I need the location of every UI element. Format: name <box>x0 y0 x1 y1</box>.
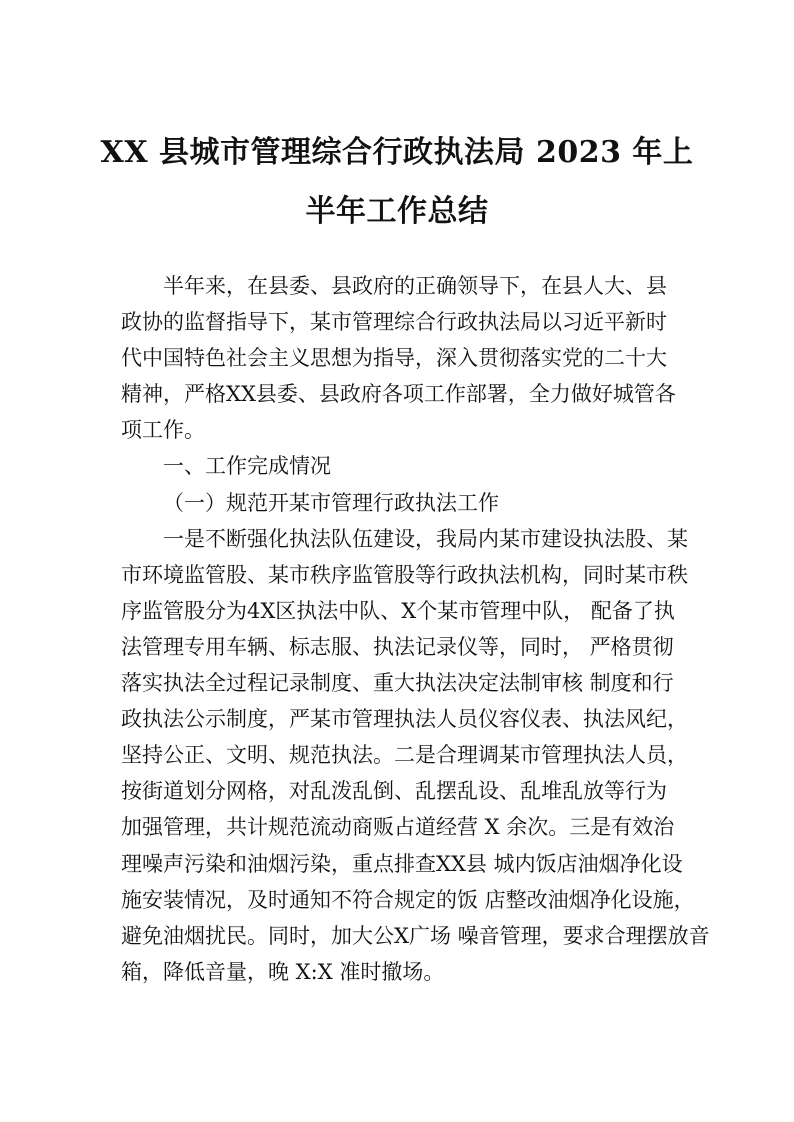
body-line: 加强管理，共计规范流动商贩占道经营 X 余次。三是有效治 <box>121 815 675 840</box>
body-line: 市环境监管股、某市秩序监管股等行政执法机构，同时某市秩 <box>121 562 688 587</box>
document-title-line-2: 半年工作总结 <box>305 194 489 229</box>
subsection-heading: （一）规范开某市管理行政执法工作 <box>163 490 499 515</box>
body-line: 按街道划分网格，对乱泼乱倒、乱摆乱设、乱堆乱放等行为 <box>121 779 667 804</box>
body-line: 一是不断强化执法队伍建设，我局内某市建设执法股、某 <box>163 526 688 551</box>
body-line: 精神，严格XX县委、县政府各项工作部署，全力做好城管各 <box>121 382 676 407</box>
body-line: 理噪声污染和油烟污染，重点排查XX县 城内饭店油烟净化设 <box>121 851 683 876</box>
body-line: 避免油烟扰民。同时，加大公X广场 噪音管理，要求合理摆放音 <box>121 923 710 948</box>
body-line: 项工作。 <box>121 418 205 443</box>
section-heading: 一、工作完成情况 <box>163 454 331 479</box>
body-line: 法管理专用车辆、标志服、执法记录仪等，同时， 严格贯彻 <box>121 634 674 659</box>
body-line: 箱，降低音量，晚 X:X 准时撤场。 <box>121 959 445 984</box>
body-line: 序监管股分为4X区执法中队、X个某市管理中队， 配备了执 <box>121 598 675 623</box>
body-line: 政执法公示制度，严某市管理执法人员仪容仪表、执法风纪， <box>121 707 688 732</box>
body-line: 坚持公正、文明、规范执法。二是合理调某市管理执法人员， <box>121 743 688 768</box>
document-title-line-1: XX 县城市管理综合行政执法局 2023 年上 <box>100 135 694 170</box>
body-line: 落实执法全过程记录制度、重大执法决定法制审核 制度和行 <box>121 671 674 696</box>
body-line: 代中国特色社会主义思想为指导，深入贯彻落实党的二十大 <box>121 346 667 371</box>
body-line: 施安装情况，及时通知不符合规定的饭 店整改油烟净化设施， <box>121 887 695 912</box>
body-line: 半年来，在县委、县政府的正确领导下，在县人大、县 <box>163 274 667 298</box>
body-line: 政协的监督指导下，某市管理综合行政执法局以习近平新时 <box>121 310 667 335</box>
document-body <box>121 268 710 990</box>
